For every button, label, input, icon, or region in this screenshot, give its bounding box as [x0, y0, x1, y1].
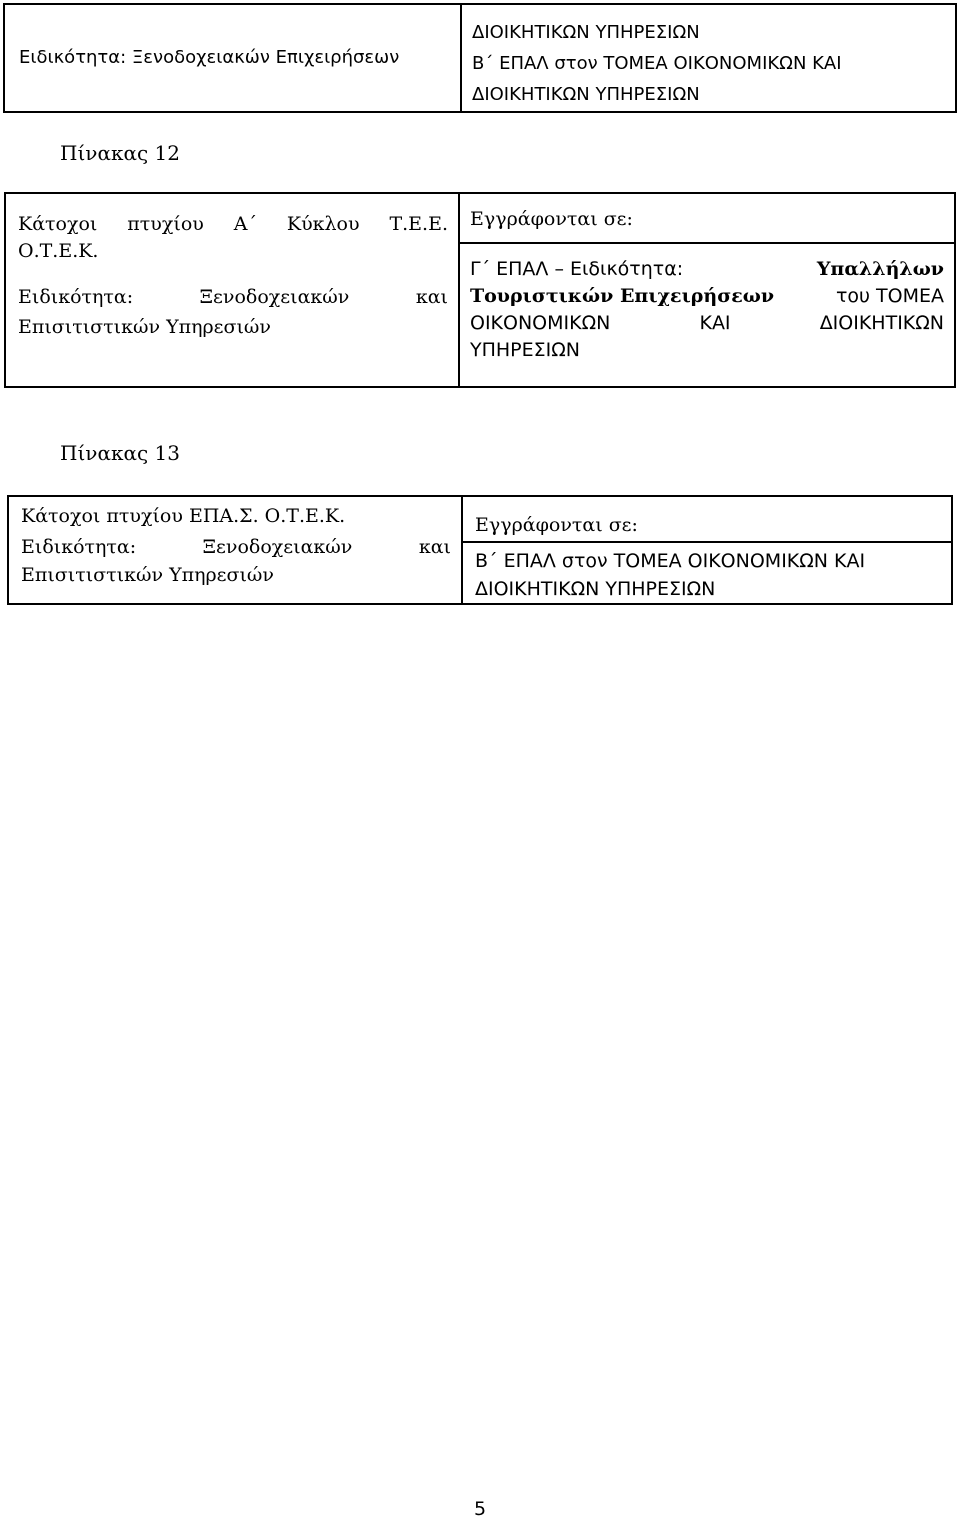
table-continued	[3, 3, 957, 113]
holders-line: Ο.Τ.Ε.Κ.	[18, 240, 99, 262]
cell-specialty	[4, 4, 461, 112]
cell-enrollment	[461, 4, 956, 112]
table-12	[4, 192, 956, 388]
cell-holders	[8, 496, 462, 604]
enroll-line: ΔΙΟΙΚΗΤΙΚΩΝ ΥΠΗΡΕΣΙΩΝ	[472, 84, 700, 105]
enroll-text-bold: Τουριστικών Επιχειρήσεων	[470, 285, 775, 307]
holders-line: Κάτοχοι πτυχίου ΕΠΑ.Σ. Ο.Τ.Ε.Κ.	[21, 505, 346, 527]
specialty-line: Ειδικότητα: Ξενοδοχειακών και	[18, 286, 448, 308]
specialty-line: Επισιτιστικών Υπηρεσιών	[21, 564, 274, 586]
table-13-caption: Πίνακας 13	[60, 441, 180, 465]
holders-line: Κάτοχοι πτυχίου Α΄ Κύκλου Τ.Ε.Ε.	[18, 213, 448, 235]
specialty-line: Ειδικότητα: Ξενοδοχειακών και	[21, 536, 451, 558]
enroll-text: του ΤΟΜΕΑ	[835, 285, 944, 307]
enroll-header: Εγγράφονται σε:	[463, 511, 951, 543]
specialty-text: Ειδικότητα: Ξενοδοχειακών Επιχειρήσεων	[19, 47, 400, 68]
cell-enroll-header	[459, 193, 955, 243]
enroll-line: Β΄ ΕΠΑΛ στον ΤΟΜΕΑ ΟΙΚΟΝΟΜΙΚΩΝ ΚΑΙ	[475, 550, 866, 572]
cell-enroll-body	[459, 243, 955, 387]
enroll-text: ΥΠΗΡΕΣΙΩΝ	[470, 339, 580, 361]
table-12-caption: Πίνακας 12	[60, 141, 180, 165]
enroll-line: ΔΙΟΙΚΗΤΙΚΩΝ ΥΠΗΡΕΣΙΩΝ	[472, 22, 700, 43]
cell-holders	[5, 193, 459, 387]
specialty-line: Επισιτιστικών Υπηρεσιών	[18, 316, 271, 338]
enroll-text: ΟΙΚΟΝΟΜΙΚΩΝ ΚΑΙ ΔΙΟΙΚΗΤΙΚΩΝ	[470, 312, 944, 334]
table-13	[7, 495, 953, 605]
page-number: 5	[473, 1498, 487, 1520]
cell-enrollment	[462, 496, 952, 604]
enroll-header: Εγγράφονται σε:	[470, 208, 633, 230]
enroll-text-bold: Υπαλλήλων	[816, 258, 944, 280]
enroll-line: Β΄ ΕΠΑΛ στον ΤΟΜΕΑ ΟΙΚΟΝΟΜΙΚΩΝ ΚΑΙ	[472, 53, 842, 74]
enroll-line: ΔΙΟΙΚΗΤΙΚΩΝ ΥΠΗΡΕΣΙΩΝ	[475, 578, 716, 600]
enroll-text: Γ΄ ΕΠΑΛ – Ειδικότητα:	[470, 258, 684, 280]
